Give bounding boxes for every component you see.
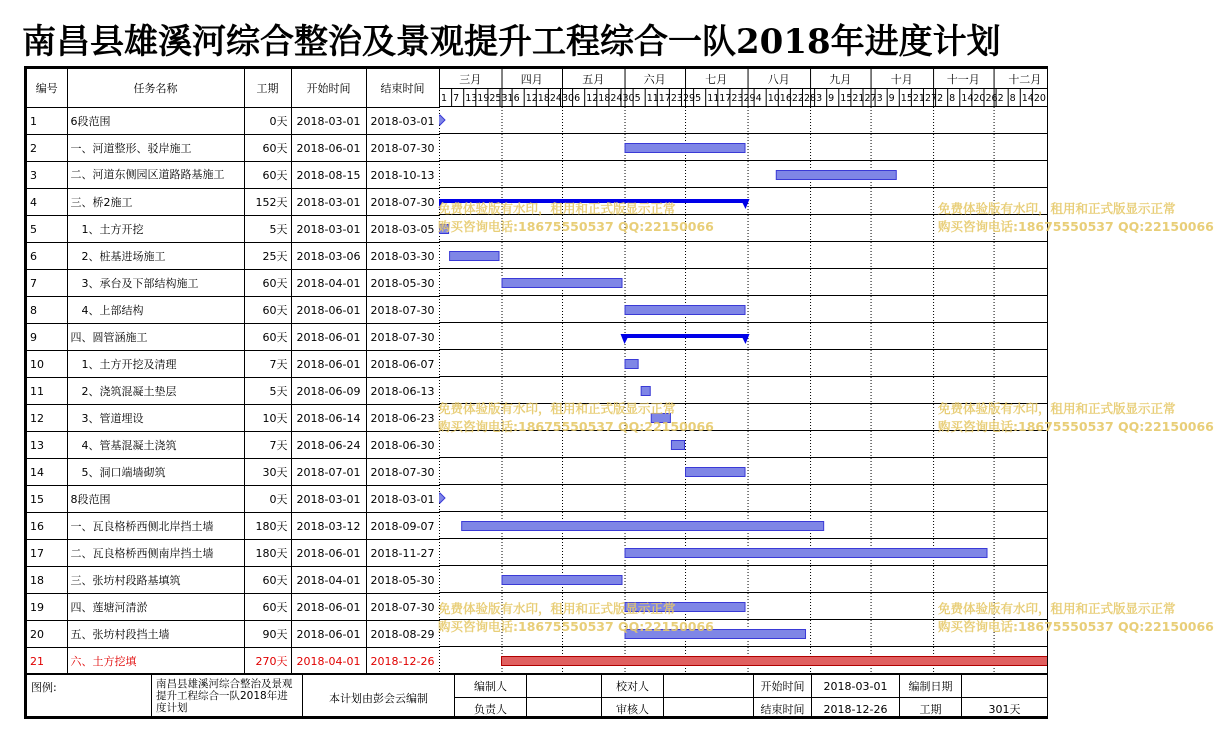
day-label: 15 bbox=[900, 93, 913, 104]
page-title: 南昌县雄溪河综合整治及景观提升工程综合一队2018年进度计划 bbox=[22, 22, 1001, 62]
task-name: 二、瓦良格桥西侧南岸挡土墙 bbox=[67, 540, 244, 567]
task-start: 2018-03-01 bbox=[291, 216, 366, 243]
responsible-label: 负责人 bbox=[455, 698, 527, 719]
task-bar bbox=[440, 225, 449, 234]
watermark-line2: 购买咨询电话:18675550537 QQ:22150066 bbox=[438, 619, 714, 634]
day-label: 19 bbox=[477, 93, 490, 104]
task-name: 3、管道埋设 bbox=[67, 405, 244, 432]
task-end: 2018-09-07 bbox=[366, 513, 439, 540]
table-row bbox=[27, 459, 439, 486]
task-start: 2018-06-01 bbox=[291, 351, 366, 378]
day-label: 18 bbox=[598, 93, 611, 104]
task-end: 2018-06-07 bbox=[366, 351, 439, 378]
task-id: 15 bbox=[27, 486, 67, 513]
task-duration: 180天 bbox=[244, 540, 291, 567]
task-start: 2018-06-01 bbox=[291, 540, 366, 567]
task-bar bbox=[651, 414, 670, 423]
day-label: 6 bbox=[574, 93, 581, 104]
duration-value: 301天 bbox=[962, 698, 1048, 719]
task-end: 2018-12-26 bbox=[366, 648, 439, 675]
task-table bbox=[27, 69, 440, 675]
day-label: 29 bbox=[682, 93, 696, 104]
task-duration: 152天 bbox=[244, 189, 291, 216]
task-duration: 60天 bbox=[244, 162, 291, 189]
watermark-line1: 免费体验版有水印，租用和正式版显示正常 bbox=[438, 601, 676, 616]
header-end: 结束时间 bbox=[366, 69, 439, 108]
task-name: 8段范围 bbox=[67, 486, 244, 513]
task-end: 2018-06-13 bbox=[366, 378, 439, 405]
critical-bar bbox=[502, 657, 1048, 666]
date-value bbox=[962, 675, 1048, 698]
watermark-line2: 购买咨询电话:18675550537 QQ:22150066 bbox=[438, 419, 714, 434]
day-label: 3 bbox=[816, 93, 823, 104]
table-row bbox=[27, 378, 439, 405]
task-bar bbox=[625, 549, 987, 558]
task-name: 3、承台及下部结构施工 bbox=[67, 270, 244, 297]
gantt-chart bbox=[439, 69, 1048, 673]
watermark-line2: 购买咨询电话:18675550537 QQ:22150066 bbox=[938, 419, 1214, 434]
task-duration: 0天 bbox=[244, 486, 291, 513]
task-end: 2018-07-30 bbox=[366, 594, 439, 621]
day-label: 2 bbox=[937, 93, 944, 104]
day-label: 10 bbox=[767, 93, 780, 104]
day-label: 27 bbox=[924, 93, 938, 104]
task-start: 2018-04-01 bbox=[291, 270, 366, 297]
day-label: 15 bbox=[840, 93, 853, 104]
task-bar bbox=[776, 171, 896, 180]
day-label: 23 bbox=[670, 93, 683, 104]
task-end: 2018-05-30 bbox=[366, 567, 439, 594]
checker-label: 校对人 bbox=[602, 675, 664, 698]
watermark-line2: 购买咨询电话:18675550537 QQ:22150066 bbox=[938, 619, 1214, 634]
day-label: 18 bbox=[537, 93, 550, 104]
header-id: 编号 bbox=[27, 69, 67, 108]
day-label: 5 bbox=[695, 93, 702, 104]
day-label: 6 bbox=[513, 93, 520, 104]
day-label: 8 bbox=[1009, 93, 1016, 104]
table-row bbox=[27, 135, 439, 162]
reviewer-label: 审核人 bbox=[602, 698, 664, 719]
task-bar bbox=[625, 144, 745, 153]
task-duration: 7天 bbox=[244, 432, 291, 459]
task-start: 2018-06-14 bbox=[291, 405, 366, 432]
day-label: 13 bbox=[465, 93, 478, 104]
task-duration: 60天 bbox=[244, 135, 291, 162]
task-id: 16 bbox=[27, 513, 67, 540]
task-name: 四、圆管涵施工 bbox=[67, 324, 244, 351]
table-row bbox=[27, 324, 439, 351]
legend-label: 图例: bbox=[31, 681, 57, 694]
table-row bbox=[27, 297, 439, 324]
task-duration: 25天 bbox=[244, 243, 291, 270]
task-start: 2018-06-01 bbox=[291, 135, 366, 162]
table-row bbox=[27, 513, 439, 540]
task-bar bbox=[641, 387, 650, 396]
month-label: 十月 bbox=[890, 73, 913, 86]
task-bar bbox=[625, 306, 745, 315]
task-id: 7 bbox=[27, 270, 67, 297]
task-end: 2018-03-05 bbox=[366, 216, 439, 243]
task-id: 18 bbox=[27, 567, 67, 594]
header-duration: 工期 bbox=[244, 69, 291, 108]
task-bar bbox=[462, 522, 824, 531]
month-label: 六月 bbox=[643, 73, 666, 86]
task-name: 三、张坊村段路基填筑 bbox=[67, 567, 244, 594]
table-header-row bbox=[27, 69, 439, 108]
reviewer-value bbox=[664, 698, 754, 719]
gantt-frame bbox=[24, 66, 1048, 719]
task-bar bbox=[502, 279, 622, 288]
table-row bbox=[27, 108, 439, 135]
task-start: 2018-06-01 bbox=[291, 324, 366, 351]
task-duration: 0天 bbox=[244, 108, 291, 135]
day-label: 29 bbox=[743, 93, 756, 104]
day-label: 17 bbox=[658, 93, 671, 104]
task-id: 19 bbox=[27, 594, 67, 621]
task-end: 2018-03-01 bbox=[366, 108, 439, 135]
task-bar bbox=[625, 630, 805, 639]
task-id: 11 bbox=[27, 378, 67, 405]
month-label: 五月 bbox=[582, 73, 605, 86]
day-label: 25 bbox=[489, 93, 502, 104]
task-end: 2018-05-30 bbox=[366, 270, 439, 297]
task-duration: 60天 bbox=[244, 297, 291, 324]
table-row bbox=[27, 594, 439, 621]
footer-note bbox=[303, 675, 455, 719]
task-duration: 60天 bbox=[244, 270, 291, 297]
month-label: 九月 bbox=[829, 73, 852, 86]
task-name: 1、土方开挖 bbox=[67, 216, 244, 243]
task-start: 2018-08-15 bbox=[291, 162, 366, 189]
task-id: 6 bbox=[27, 243, 67, 270]
task-duration: 30天 bbox=[244, 459, 291, 486]
day-label: 11 bbox=[646, 93, 659, 104]
table-row bbox=[27, 243, 439, 270]
task-end: 2018-11-27 bbox=[366, 540, 439, 567]
day-label: 8 bbox=[949, 93, 956, 104]
month-label: 十二月 bbox=[1008, 73, 1042, 86]
month-label: 十一月 bbox=[946, 73, 980, 86]
task-bar bbox=[450, 252, 499, 261]
task-end: 2018-10-13 bbox=[366, 162, 439, 189]
task-bar bbox=[686, 468, 745, 477]
day-label: 14 bbox=[961, 93, 974, 104]
end-label: 结束时间 bbox=[754, 698, 812, 719]
task-name: 六、土方挖填 bbox=[67, 648, 244, 675]
footer-block bbox=[27, 673, 1048, 719]
table-row bbox=[27, 270, 439, 297]
task-start: 2018-03-01 bbox=[291, 189, 366, 216]
task-start: 2018-03-12 bbox=[291, 513, 366, 540]
table-row bbox=[27, 189, 439, 216]
task-bar bbox=[625, 360, 638, 369]
table-row bbox=[27, 216, 439, 243]
task-end: 2018-03-01 bbox=[366, 486, 439, 513]
day-label: 23 bbox=[731, 93, 744, 104]
footer-project bbox=[152, 675, 303, 719]
day-label: 28 bbox=[803, 93, 817, 104]
day-label: 17 bbox=[719, 93, 732, 104]
day-label: 20 bbox=[1033, 93, 1046, 104]
watermark-line1: 免费体验版有水印，租用和正式版显示正常 bbox=[938, 601, 1176, 616]
task-end: 2018-03-30 bbox=[366, 243, 439, 270]
task-name: 6段范围 bbox=[67, 108, 244, 135]
responsible-value bbox=[527, 698, 602, 719]
task-start: 2018-04-01 bbox=[291, 648, 366, 675]
task-start: 2018-04-01 bbox=[291, 567, 366, 594]
task-start: 2018-06-01 bbox=[291, 594, 366, 621]
task-id: 10 bbox=[27, 351, 67, 378]
table-row bbox=[27, 621, 439, 648]
table-row bbox=[27, 432, 439, 459]
watermark-line1: 免费体验版有水印，租用和正式版显示正常 bbox=[438, 401, 676, 416]
watermark-line1: 免费体验版有水印，租用和正式版显示正常 bbox=[938, 401, 1176, 416]
task-end: 2018-07-30 bbox=[366, 297, 439, 324]
task-id: 3 bbox=[27, 162, 67, 189]
watermark-line2: 购买咨询电话:18675550537 QQ:22150066 bbox=[938, 219, 1214, 234]
day-label: 2 bbox=[997, 93, 1004, 104]
task-id: 1 bbox=[27, 108, 67, 135]
day-label: 5 bbox=[634, 93, 641, 104]
task-duration: 7天 bbox=[244, 351, 291, 378]
day-label: 7 bbox=[453, 93, 460, 104]
footer-legend bbox=[27, 675, 152, 719]
task-duration: 60天 bbox=[244, 567, 291, 594]
task-id: 12 bbox=[27, 405, 67, 432]
day-label: 31 bbox=[501, 93, 514, 104]
task-end: 2018-07-30 bbox=[366, 189, 439, 216]
table-row bbox=[27, 486, 439, 513]
day-label: 22 bbox=[791, 93, 804, 104]
month-label: 七月 bbox=[705, 73, 728, 86]
task-name: 4、管基混凝土浇筑 bbox=[67, 432, 244, 459]
task-duration: 60天 bbox=[244, 594, 291, 621]
task-duration: 10天 bbox=[244, 405, 291, 432]
day-label: 16 bbox=[779, 93, 792, 104]
task-id: 5 bbox=[27, 216, 67, 243]
day-label: 21 bbox=[912, 93, 925, 104]
task-end: 2018-07-30 bbox=[366, 459, 439, 486]
day-label: 24 bbox=[549, 93, 562, 104]
task-start: 2018-06-24 bbox=[291, 432, 366, 459]
task-end: 2018-07-30 bbox=[366, 324, 439, 351]
day-label: 12 bbox=[586, 93, 599, 104]
table-row bbox=[27, 162, 439, 189]
task-id: 9 bbox=[27, 324, 67, 351]
task-bar bbox=[625, 603, 745, 612]
task-duration: 90天 bbox=[244, 621, 291, 648]
day-label: 27 bbox=[864, 93, 877, 104]
start-label: 开始时间 bbox=[754, 675, 812, 698]
day-label: 14 bbox=[1021, 93, 1034, 104]
table-row bbox=[27, 567, 439, 594]
task-name: 一、瓦良格桥西侧北岸挡土墙 bbox=[67, 513, 244, 540]
task-id: 13 bbox=[27, 432, 67, 459]
header-start: 开始时间 bbox=[291, 69, 366, 108]
task-duration: 5天 bbox=[244, 378, 291, 405]
end-value: 2018-12-26 bbox=[812, 698, 900, 719]
task-name: 4、上部结构 bbox=[67, 297, 244, 324]
task-end: 2018-06-30 bbox=[366, 432, 439, 459]
task-name: 5、洞口端墙砌筑 bbox=[67, 459, 244, 486]
checker-value bbox=[664, 675, 754, 698]
duration-label: 工期 bbox=[900, 698, 962, 719]
summary-bar bbox=[439, 199, 746, 203]
task-id: 4 bbox=[27, 189, 67, 216]
task-start: 2018-06-01 bbox=[291, 621, 366, 648]
month-label: 三月 bbox=[459, 73, 482, 86]
day-label: 9 bbox=[888, 93, 895, 104]
task-start: 2018-03-06 bbox=[291, 243, 366, 270]
day-label: 30 bbox=[561, 93, 575, 104]
task-name: 五、张坊村段挡土墙 bbox=[67, 621, 244, 648]
month-label: 四月 bbox=[520, 73, 543, 86]
task-name: 二、河道东侧园区道路路基施工 bbox=[67, 162, 244, 189]
task-start: 2018-07-01 bbox=[291, 459, 366, 486]
task-name: 四、莲塘河清淤 bbox=[67, 594, 244, 621]
day-label: 11 bbox=[707, 93, 720, 104]
task-end: 2018-08-29 bbox=[366, 621, 439, 648]
task-id: 20 bbox=[27, 621, 67, 648]
task-name: 1、土方开挖及清理 bbox=[67, 351, 244, 378]
task-end: 2018-06-23 bbox=[366, 405, 439, 432]
table-row bbox=[27, 540, 439, 567]
task-duration: 180天 bbox=[244, 513, 291, 540]
day-label: 1 bbox=[441, 93, 448, 104]
day-label: 9 bbox=[828, 93, 835, 104]
task-rows bbox=[27, 108, 439, 675]
day-label: 3 bbox=[876, 93, 883, 104]
month-label: 八月 bbox=[767, 73, 790, 86]
task-id: 8 bbox=[27, 297, 67, 324]
day-label: 12 bbox=[525, 93, 538, 104]
task-duration: 60天 bbox=[244, 324, 291, 351]
task-start: 2018-03-01 bbox=[291, 486, 366, 513]
task-bar bbox=[671, 441, 684, 450]
task-duration: 5天 bbox=[244, 216, 291, 243]
task-name: 一、河道整形、驳岸施工 bbox=[67, 135, 244, 162]
day-label: 21 bbox=[852, 93, 865, 104]
watermark-line2: 购买咨询电话:18675550537 QQ:22150066 bbox=[438, 219, 714, 234]
day-label: 4 bbox=[755, 93, 762, 104]
summary-bar bbox=[625, 334, 746, 338]
watermark-line1: 免费体验版有水印，租用和正式版显示正常 bbox=[938, 201, 1176, 216]
task-start: 2018-06-09 bbox=[291, 378, 366, 405]
task-end: 2018-07-30 bbox=[366, 135, 439, 162]
author-note: 本计划由彭会云编制 bbox=[329, 691, 428, 705]
task-id: 2 bbox=[27, 135, 67, 162]
header-name: 任务名称 bbox=[67, 69, 244, 108]
day-label: 30 bbox=[622, 93, 635, 104]
table-row bbox=[27, 648, 439, 675]
task-duration: 270天 bbox=[244, 648, 291, 675]
task-start: 2018-06-01 bbox=[291, 297, 366, 324]
compiler-value bbox=[527, 675, 602, 698]
footer-project-name: 南昌县雄溪河综合整治及景观提升工程综合一队2018年进度计划 bbox=[156, 678, 293, 714]
day-label: 24 bbox=[610, 93, 623, 104]
task-id: 14 bbox=[27, 459, 67, 486]
watermark-line1: 免费体验版有水印，租用和正式版显示正常 bbox=[438, 201, 676, 216]
day-label: 26 bbox=[985, 93, 998, 104]
day-label: 20 bbox=[973, 93, 986, 104]
start-value: 2018-03-01 bbox=[812, 675, 900, 698]
task-name: 三、桥2施工 bbox=[67, 189, 244, 216]
task-name: 2、浇筑混凝土垫层 bbox=[67, 378, 244, 405]
table-row bbox=[27, 351, 439, 378]
date-label: 编制日期 bbox=[900, 675, 962, 698]
task-id: 17 bbox=[27, 540, 67, 567]
table-row bbox=[27, 405, 439, 432]
task-start: 2018-03-01 bbox=[291, 108, 366, 135]
task-id: 21 bbox=[27, 648, 67, 675]
compiler-label: 编制人 bbox=[455, 675, 527, 698]
task-name: 2、桩基进场施工 bbox=[67, 243, 244, 270]
task-bar bbox=[502, 576, 622, 585]
